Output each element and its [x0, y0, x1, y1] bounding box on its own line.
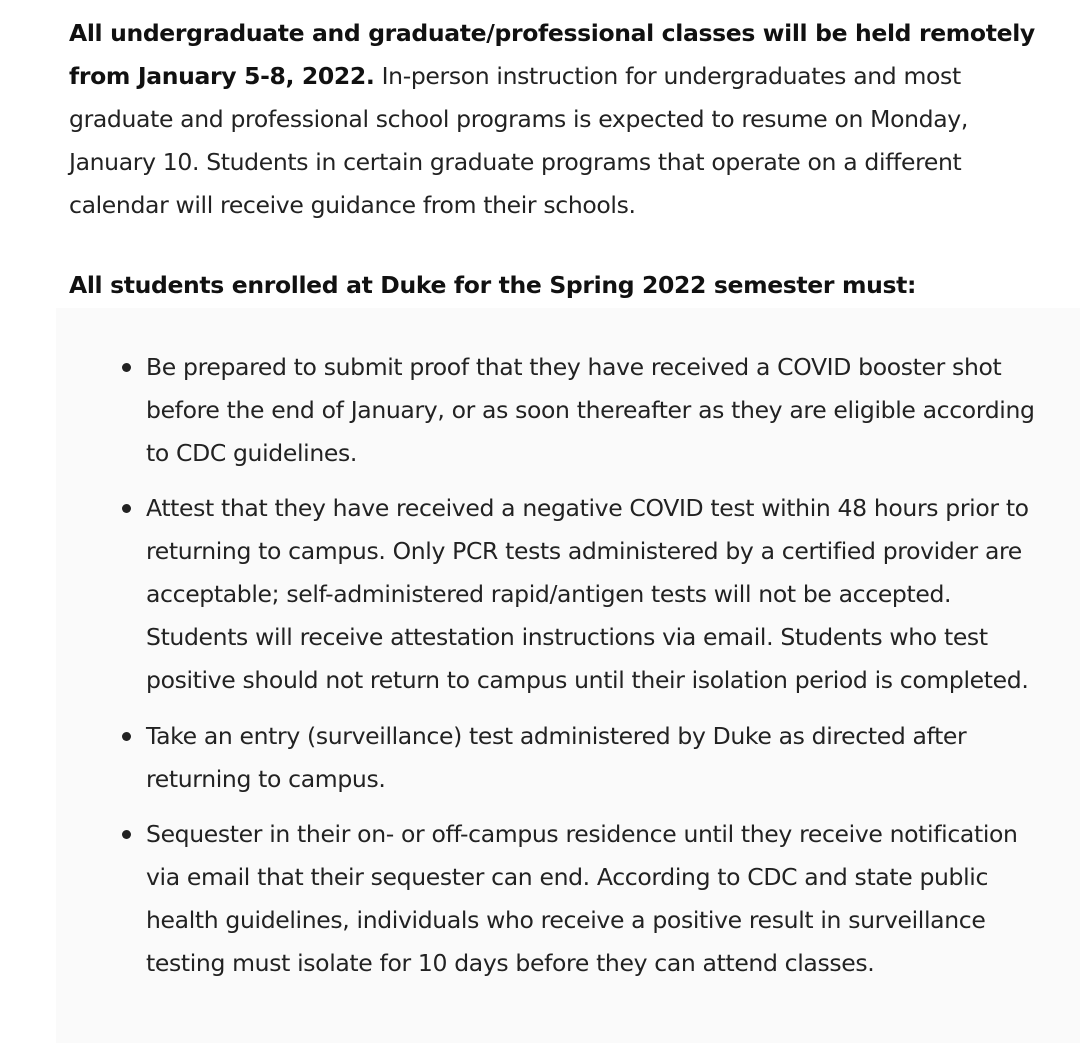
bullet-icon: [122, 363, 131, 372]
bullet-icon: [122, 732, 131, 741]
intro-bold-text: All undergraduate and graduate/professional classes will be held remotely from January 5-8, 2022.: [69, 19, 1035, 90]
list-item-text: Be prepared to submit proof that they have received a COVID booster shot before the end of January, or as soon thereafter as they are eligible according to CDC guidelines.: [146, 353, 1035, 467]
bullet-icon: [122, 830, 131, 839]
intro-paragraph: [69, 12, 1059, 227]
list-item: [146, 487, 1056, 702]
list-item: [146, 813, 1056, 985]
bullet-icon: [122, 504, 131, 513]
list-item-text: Attest that they have received a negative COVID test within 48 hours prior to returning to campus. Only PCR tests administered by a certified provider are acceptable; self-administered rapid/antigen tests will not be accepted. Students will receive attestation instructions via email. Students who test positive should not return to campus until their isolation period is completed.: [146, 494, 1029, 694]
list-item: [146, 715, 1056, 801]
list-item-text: Take an entry (surveillance) test administered by Duke as directed after returning to campus.: [146, 722, 967, 793]
list-item: [146, 346, 1056, 475]
requirements-list: [146, 346, 1056, 985]
requirements-heading: All students enrolled at Duke for the Spring 2022 semester must:: [69, 271, 917, 299]
intro-body-text: In-person instruction for undergraduates and most graduate and professional school programs is expected to resume on Monday, January 10. Students in certain graduate programs that operate on a different calendar will receive guidance from their schools.: [69, 62, 968, 219]
list-item-text: Sequester in their on- or off-campus residence until they receive notification via email that their sequester can end. According to CDC and state public health guidelines, individuals who receive a positive result in surveillance testing must isolate for 10 days before they can attend classes.: [146, 820, 1018, 977]
